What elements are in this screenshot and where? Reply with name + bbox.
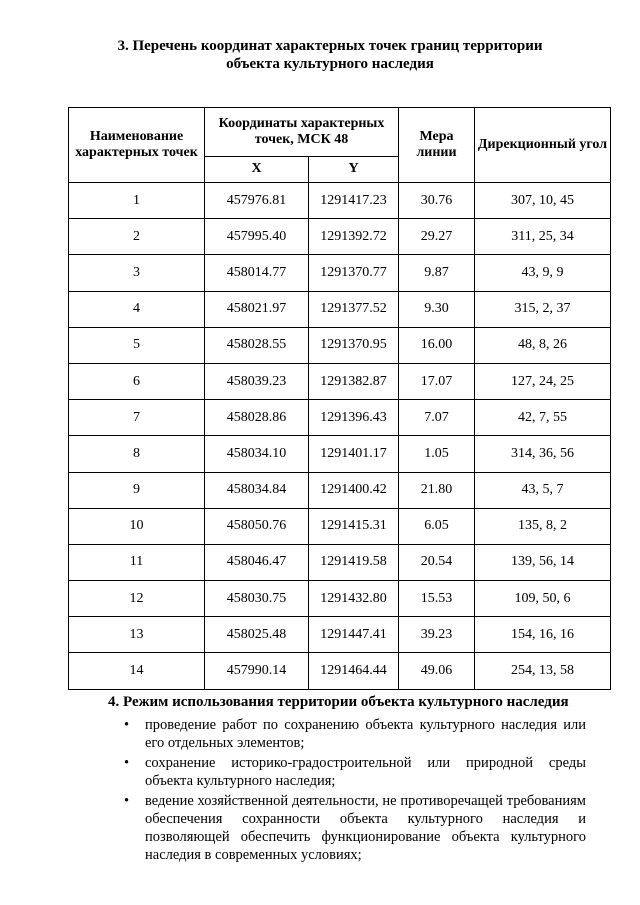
- cell-point-number: 8: [69, 436, 205, 472]
- table-row: [69, 363, 611, 399]
- cell-x: 458028.86: [205, 400, 309, 436]
- cell-line-length: 9.87: [399, 255, 475, 291]
- cell-direction-angle: 42, 7, 55: [475, 400, 611, 436]
- cell-x: 458034.10: [205, 436, 309, 472]
- cell-point-number: 13: [69, 617, 205, 653]
- header-coordinates: Координаты характерных точек, МСК 48: [205, 108, 399, 157]
- cell-direction-angle: 315, 2, 37: [475, 291, 611, 327]
- cell-y: 1291370.77: [309, 255, 399, 291]
- cell-direction-angle: 43, 5, 7: [475, 472, 611, 508]
- list-item-text: ведение хозяйственной деятельности, не противоречащей требованиям обеспечения сохранности объекта культурного наследия и позволяющей обеспечить функционирование объекта культурного наследия в современных условиях;: [145, 793, 586, 863]
- cell-y: 1291464.44: [309, 653, 399, 689]
- cell-y: 1291370.95: [309, 327, 399, 363]
- header-point-name: Наименование характерных точек: [69, 108, 205, 183]
- table-row: [69, 544, 611, 580]
- cell-line-length: 1.05: [399, 436, 475, 472]
- list-item: [108, 716, 586, 752]
- cell-y: 1291432.80: [309, 581, 399, 617]
- cell-point-number: 5: [69, 327, 205, 363]
- cell-x: 458014.77: [205, 255, 309, 291]
- table-row: [69, 436, 611, 472]
- cell-direction-angle: 154, 16, 16: [475, 617, 611, 653]
- cell-direction-angle: 307, 10, 45: [475, 183, 611, 219]
- cell-direction-angle: 311, 25, 34: [475, 219, 611, 255]
- table-row: [69, 327, 611, 363]
- cell-point-number: 3: [69, 255, 205, 291]
- list-item: [108, 792, 586, 864]
- cell-y: 1291417.23: [309, 183, 399, 219]
- coordinates-table: [68, 107, 611, 690]
- coordinates-table-body: [69, 183, 611, 690]
- cell-x: 458030.75: [205, 581, 309, 617]
- list-item-text: проведение работ по сохранению объекта культурного наследия или его отдельных элементов;: [145, 717, 586, 751]
- table-row: [69, 581, 611, 617]
- bullet-icon: •: [124, 717, 130, 733]
- cell-line-length: 15.53: [399, 581, 475, 617]
- cell-y: 1291396.43: [309, 400, 399, 436]
- cell-direction-angle: 127, 24, 25: [475, 363, 611, 399]
- header-direction-angle: Дирекционный угол: [475, 108, 611, 183]
- cell-x: 457976.81: [205, 183, 309, 219]
- cell-direction-angle: 314, 36, 56: [475, 436, 611, 472]
- list-item-text: сохранение историко-градостроительной или природной среды объекта культурного наследия;: [145, 755, 586, 789]
- table-row: [69, 183, 611, 219]
- cell-x: 458028.55: [205, 327, 309, 363]
- header-y: Y: [309, 156, 399, 182]
- list-item: [108, 754, 586, 790]
- table-row: [69, 255, 611, 291]
- cell-y: 1291419.58: [309, 544, 399, 580]
- cell-y: 1291400.42: [309, 472, 399, 508]
- header-x: X: [205, 156, 309, 182]
- section-4-heading: 4. Режим использования территории объекта культурного наследия: [108, 694, 569, 710]
- cell-x: 458046.47: [205, 544, 309, 580]
- cell-point-number: 11: [69, 544, 205, 580]
- table-row: [69, 617, 611, 653]
- cell-x: 458050.76: [205, 508, 309, 544]
- header-line-length: Мера линии: [399, 108, 475, 183]
- cell-direction-angle: 48, 8, 26: [475, 327, 611, 363]
- bullet-icon: •: [124, 793, 130, 809]
- cell-x: 458021.97: [205, 291, 309, 327]
- section-3-heading: [60, 37, 600, 73]
- cell-line-length: 20.54: [399, 544, 475, 580]
- cell-line-length: 21.80: [399, 472, 475, 508]
- table-row: [69, 219, 611, 255]
- cell-point-number: 9: [69, 472, 205, 508]
- cell-x: 457990.14: [205, 653, 309, 689]
- cell-point-number: 2: [69, 219, 205, 255]
- cell-line-length: 6.05: [399, 508, 475, 544]
- table-row: [69, 653, 611, 689]
- section-3-heading-line-1: 3. Перечень координат характерных точек границ территории: [117, 38, 543, 54]
- cell-direction-angle: 139, 56, 14: [475, 544, 611, 580]
- cell-point-number: 4: [69, 291, 205, 327]
- table-row: [69, 400, 611, 436]
- section-3-heading-line-2: объекта культурного наследия: [226, 56, 434, 72]
- cell-line-length: 16.00: [399, 327, 475, 363]
- cell-line-length: 30.76: [399, 183, 475, 219]
- cell-point-number: 10: [69, 508, 205, 544]
- cell-direction-angle: 254, 13, 58: [475, 653, 611, 689]
- cell-line-length: 7.07: [399, 400, 475, 436]
- cell-line-length: 29.27: [399, 219, 475, 255]
- cell-point-number: 12: [69, 581, 205, 617]
- cell-point-number: 1: [69, 183, 205, 219]
- table-row: [69, 508, 611, 544]
- cell-direction-angle: 109, 50, 6: [475, 581, 611, 617]
- cell-x: 458039.23: [205, 363, 309, 399]
- regime-list: [108, 716, 586, 866]
- cell-line-length: 17.07: [399, 363, 475, 399]
- cell-x: 457995.40: [205, 219, 309, 255]
- cell-direction-angle: 43, 9, 9: [475, 255, 611, 291]
- table-row: [69, 291, 611, 327]
- cell-y: 1291401.17: [309, 436, 399, 472]
- cell-line-length: 49.06: [399, 653, 475, 689]
- bullet-icon: •: [124, 755, 130, 771]
- cell-line-length: 39.23: [399, 617, 475, 653]
- cell-x: 458034.84: [205, 472, 309, 508]
- cell-x: 458025.48: [205, 617, 309, 653]
- cell-y: 1291392.72: [309, 219, 399, 255]
- cell-y: 1291447.41: [309, 617, 399, 653]
- cell-direction-angle: 135, 8, 2: [475, 508, 611, 544]
- cell-y: 1291415.31: [309, 508, 399, 544]
- cell-y: 1291382.87: [309, 363, 399, 399]
- table-row: [69, 472, 611, 508]
- cell-point-number: 7: [69, 400, 205, 436]
- cell-point-number: 6: [69, 363, 205, 399]
- cell-y: 1291377.52: [309, 291, 399, 327]
- cell-line-length: 9.30: [399, 291, 475, 327]
- coordinates-table-header: [69, 108, 611, 183]
- cell-point-number: 14: [69, 653, 205, 689]
